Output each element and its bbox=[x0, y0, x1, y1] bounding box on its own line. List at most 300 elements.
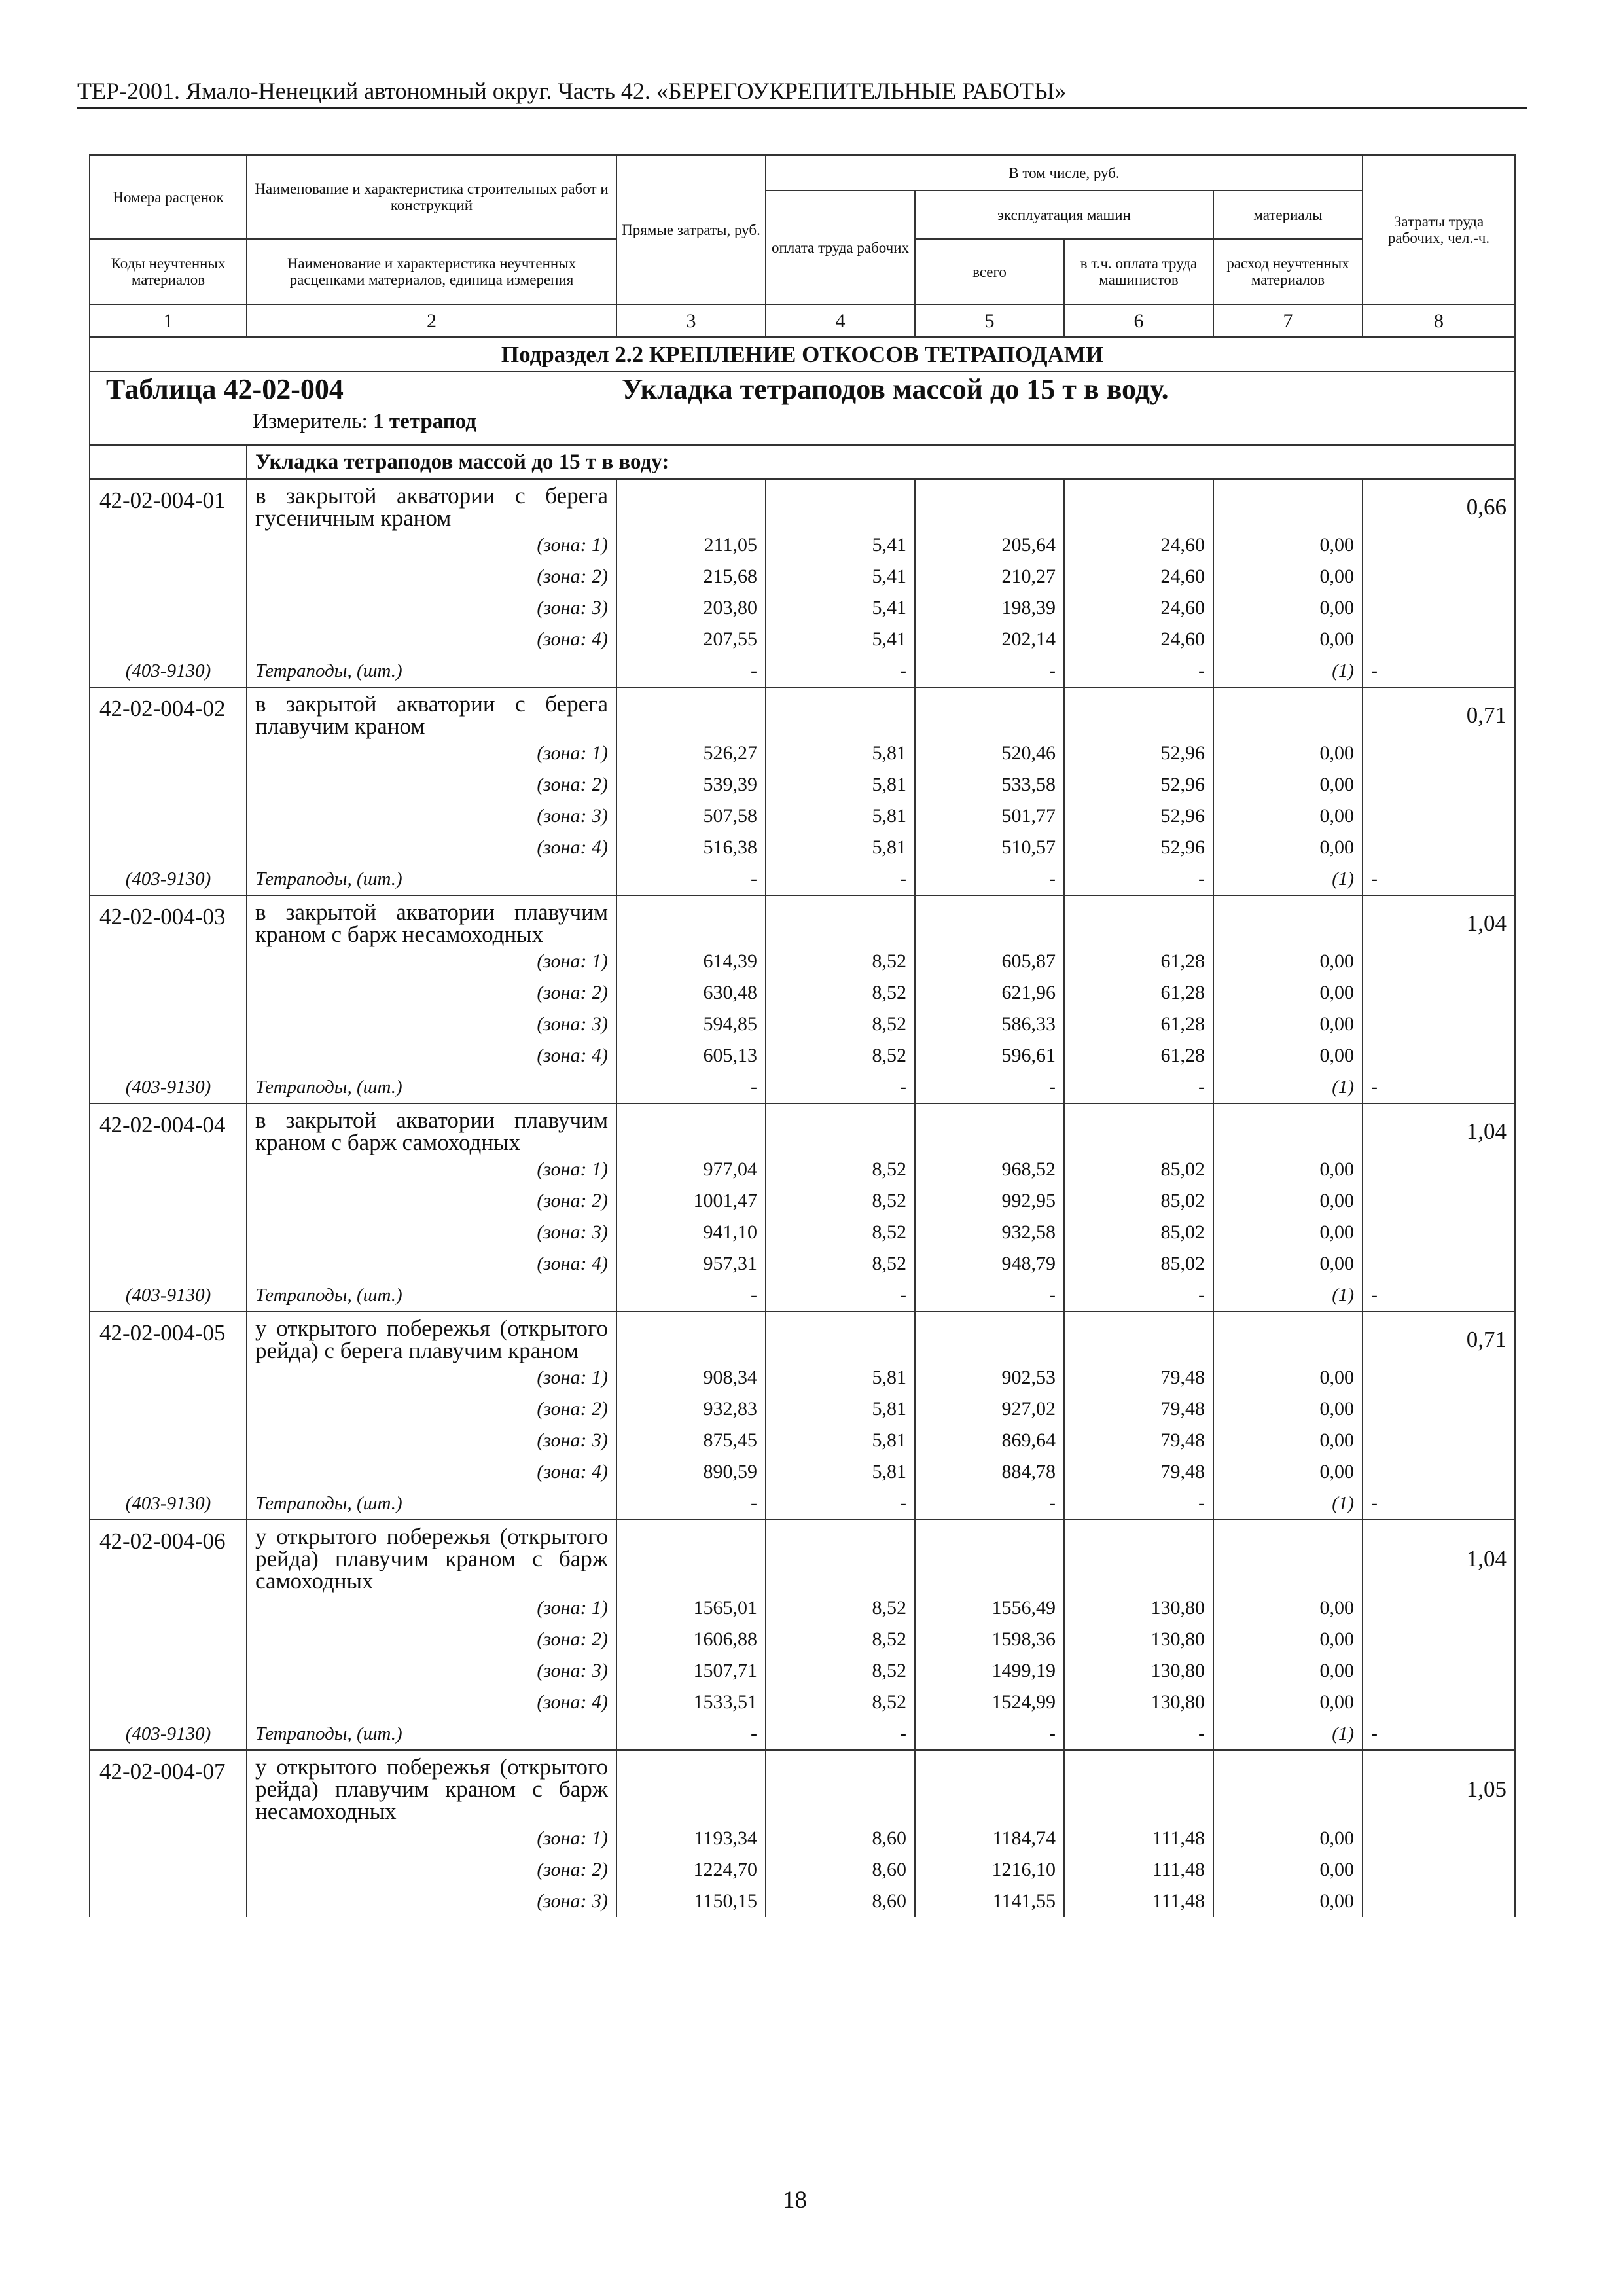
zone-value: 8,52 bbox=[766, 1154, 915, 1185]
zone-value: 1499,19 bbox=[915, 1655, 1064, 1687]
zone-value: 941,10 bbox=[616, 1217, 766, 1248]
material-dash: - bbox=[616, 1718, 766, 1750]
zone-value: 5,81 bbox=[766, 738, 915, 769]
empty-cell bbox=[1363, 1185, 1515, 1217]
group-title: Укладка тетраподов массой до 15 т в воду: bbox=[247, 445, 1515, 479]
zone-label: (зона: 4) bbox=[247, 1456, 616, 1488]
material-dash: - bbox=[1064, 1718, 1213, 1750]
empty-cell bbox=[1363, 1425, 1515, 1456]
material-dash: - bbox=[766, 863, 915, 895]
zone-label: (зона: 4) bbox=[247, 1040, 616, 1071]
col-header-machines-total: всего bbox=[915, 239, 1064, 304]
zone-value: 0,00 bbox=[1213, 1362, 1363, 1393]
empty-cell bbox=[766, 895, 915, 946]
col-header-direct-costs: Прямые затраты, руб. bbox=[616, 155, 766, 304]
zone-label: (зона: 3) bbox=[247, 592, 616, 624]
zone-value: 1533,51 bbox=[616, 1687, 766, 1718]
material-qty: (1) bbox=[1213, 863, 1363, 895]
zone-value: 1224,70 bbox=[616, 1854, 766, 1886]
zone-value: 0,00 bbox=[1213, 592, 1363, 624]
zone-value: 510,57 bbox=[915, 832, 1064, 863]
zone-label: (зона: 1) bbox=[247, 1592, 616, 1624]
zone-value: 8,52 bbox=[766, 946, 915, 977]
empty-cell bbox=[1363, 769, 1515, 800]
zone-value: 215,68 bbox=[616, 561, 766, 592]
zone-value: 1556,49 bbox=[915, 1592, 1064, 1624]
material-name: Тетраподы, (шт.) bbox=[247, 1280, 616, 1312]
zone-value: 8,52 bbox=[766, 1248, 915, 1280]
zone-value: 202,14 bbox=[915, 624, 1064, 655]
zone-label: (зона: 1) bbox=[247, 1362, 616, 1393]
empty-cell bbox=[90, 1393, 247, 1425]
zone-value: 52,96 bbox=[1064, 769, 1213, 800]
zone-label: (зона: 4) bbox=[247, 832, 616, 863]
empty-cell bbox=[90, 1687, 247, 1718]
zone-value: 111,48 bbox=[1064, 1886, 1213, 1917]
material-code: (403-9130) bbox=[90, 1071, 247, 1103]
empty-cell bbox=[90, 769, 247, 800]
empty-cell bbox=[90, 1655, 247, 1687]
zone-value: 0,00 bbox=[1213, 800, 1363, 832]
rate-name: у открытого побережья (открытого рейда) плавучим краном с барж самоходных bbox=[247, 1520, 616, 1592]
labor-value: 0,66 bbox=[1363, 479, 1515, 529]
material-qty: (1) bbox=[1213, 1071, 1363, 1103]
col-header-rate-numbers: Номера расценок bbox=[90, 155, 247, 239]
empty-cell bbox=[1213, 1750, 1363, 1823]
empty-cell bbox=[1363, 800, 1515, 832]
empty-cell bbox=[1363, 1009, 1515, 1040]
material-dash: - bbox=[616, 1488, 766, 1520]
material-qty: (1) bbox=[1213, 1488, 1363, 1520]
empty-cell bbox=[90, 624, 247, 655]
zone-value: 977,04 bbox=[616, 1154, 766, 1185]
zone-value: 5,41 bbox=[766, 624, 915, 655]
zone-value: 5,81 bbox=[766, 769, 915, 800]
col-number: 1 bbox=[90, 304, 247, 337]
col-number: 8 bbox=[1363, 304, 1515, 337]
zone-value: 79,48 bbox=[1064, 1456, 1213, 1488]
col-number: 7 bbox=[1213, 304, 1363, 337]
rates-table bbox=[89, 154, 1516, 1917]
empty-cell bbox=[915, 687, 1064, 738]
zone-value: 8,52 bbox=[766, 977, 915, 1009]
zone-value: 8,60 bbox=[766, 1886, 915, 1917]
rate-name: у открытого побережья (открытого рейда) с берега плавучим краном bbox=[247, 1312, 616, 1362]
zone-value: 111,48 bbox=[1064, 1854, 1213, 1886]
zone-value: 8,52 bbox=[766, 1655, 915, 1687]
zone-value: 5,81 bbox=[766, 1362, 915, 1393]
empty-cell bbox=[915, 1103, 1064, 1154]
rate-name: у открытого побережья (открытого рейда) плавучим краном с барж несамоходных bbox=[247, 1750, 616, 1823]
zone-value: 5,41 bbox=[766, 561, 915, 592]
material-code: (403-9130) bbox=[90, 1280, 247, 1312]
empty-cell bbox=[1363, 624, 1515, 655]
zone-value: 0,00 bbox=[1213, 1154, 1363, 1185]
empty-cell bbox=[1064, 687, 1213, 738]
section-title: Подраздел 2.2 КРЕПЛЕНИЕ ОТКОСОВ ТЕТРАПОДАМИ bbox=[90, 337, 1515, 372]
zone-value: 52,96 bbox=[1064, 832, 1213, 863]
zone-value: 61,28 bbox=[1064, 1040, 1213, 1071]
zone-value: 1598,36 bbox=[915, 1624, 1064, 1655]
zone-value: 908,34 bbox=[616, 1362, 766, 1393]
material-dash: - bbox=[1363, 1488, 1515, 1520]
empty-cell bbox=[766, 1520, 915, 1592]
empty-cell bbox=[1213, 1520, 1363, 1592]
rate-name: в закрытой акватории плавучим краном с барж самоходных bbox=[247, 1103, 616, 1154]
empty-cell bbox=[616, 895, 766, 946]
empty-cell bbox=[90, 1592, 247, 1624]
empty-cell bbox=[1064, 479, 1213, 529]
col-number: 4 bbox=[766, 304, 915, 337]
zone-value: 8,60 bbox=[766, 1854, 915, 1886]
zone-value: 203,80 bbox=[616, 592, 766, 624]
empty-cell bbox=[1363, 1655, 1515, 1687]
zone-value: 8,52 bbox=[766, 1009, 915, 1040]
zone-value: 1606,88 bbox=[616, 1624, 766, 1655]
rate-code: 42-02-004-02 bbox=[90, 687, 247, 738]
empty-cell bbox=[90, 592, 247, 624]
empty-cell bbox=[90, 1362, 247, 1393]
zone-value: 130,80 bbox=[1064, 1624, 1213, 1655]
zone-value: 0,00 bbox=[1213, 1185, 1363, 1217]
zone-value: 1216,10 bbox=[915, 1854, 1064, 1886]
zone-label: (зона: 3) bbox=[247, 1217, 616, 1248]
col-header-material-usage: расход неучтенных материалов bbox=[1213, 239, 1363, 304]
zone-value: 210,27 bbox=[915, 561, 1064, 592]
zone-value: 0,00 bbox=[1213, 769, 1363, 800]
zone-value: 205,64 bbox=[915, 529, 1064, 561]
rate-code: 42-02-004-03 bbox=[90, 895, 247, 946]
zone-value: 596,61 bbox=[915, 1040, 1064, 1071]
zone-label: (зона: 2) bbox=[247, 1624, 616, 1655]
zone-value: 52,96 bbox=[1064, 800, 1213, 832]
empty-cell bbox=[616, 687, 766, 738]
empty-cell bbox=[1363, 1624, 1515, 1655]
col-header-workers-pay: оплата труда рабочих bbox=[766, 190, 915, 304]
empty-cell bbox=[1363, 592, 1515, 624]
zone-label: (зона: 1) bbox=[247, 738, 616, 769]
rate-name: в закрытой акватории с берега гусеничным краном bbox=[247, 479, 616, 529]
zone-value: 8,52 bbox=[766, 1040, 915, 1071]
material-dash: - bbox=[616, 863, 766, 895]
zone-value: 0,00 bbox=[1213, 1655, 1363, 1687]
material-dash: - bbox=[1363, 863, 1515, 895]
empty-cell bbox=[915, 1520, 1064, 1592]
table-code: Таблица 42-02-004 bbox=[106, 373, 344, 405]
zone-value: 24,60 bbox=[1064, 561, 1213, 592]
material-dash: - bbox=[915, 1488, 1064, 1520]
empty-cell bbox=[616, 1750, 766, 1823]
empty-cell bbox=[915, 1750, 1064, 1823]
material-dash: - bbox=[1363, 1280, 1515, 1312]
col-header-labor: Затраты труда рабочих, чел.-ч. bbox=[1363, 155, 1515, 304]
zone-value: 0,00 bbox=[1213, 1217, 1363, 1248]
zone-value: 932,83 bbox=[616, 1393, 766, 1425]
zone-value: 516,38 bbox=[616, 832, 766, 863]
material-dash: - bbox=[766, 1071, 915, 1103]
zone-value: 1141,55 bbox=[915, 1886, 1064, 1917]
zone-value: 614,39 bbox=[616, 946, 766, 977]
zone-value: 207,55 bbox=[616, 624, 766, 655]
zone-label: (зона: 1) bbox=[247, 946, 616, 977]
zone-value: 5,81 bbox=[766, 800, 915, 832]
empty-cell bbox=[1363, 977, 1515, 1009]
table-title: Укладка тетраподов массой до 15 т в воду. bbox=[622, 373, 1169, 405]
empty-cell bbox=[1363, 1456, 1515, 1488]
zone-value: 875,45 bbox=[616, 1425, 766, 1456]
zone-label: (зона: 3) bbox=[247, 1886, 616, 1917]
zone-value: 61,28 bbox=[1064, 1009, 1213, 1040]
material-dash: - bbox=[616, 655, 766, 687]
empty-cell bbox=[915, 895, 1064, 946]
zone-value: 5,81 bbox=[766, 1393, 915, 1425]
zone-value: 1150,15 bbox=[616, 1886, 766, 1917]
empty-cell bbox=[1363, 1886, 1515, 1917]
empty-cell bbox=[1363, 1248, 1515, 1280]
zone-value: 630,48 bbox=[616, 977, 766, 1009]
zone-label: (зона: 1) bbox=[247, 529, 616, 561]
zone-value: 79,48 bbox=[1064, 1393, 1213, 1425]
empty-cell bbox=[1363, 1040, 1515, 1071]
zone-value: 539,39 bbox=[616, 769, 766, 800]
zone-value: 0,00 bbox=[1213, 1393, 1363, 1425]
zone-value: 1184,74 bbox=[915, 1823, 1064, 1854]
zone-value: 902,53 bbox=[915, 1362, 1064, 1393]
zone-value: 0,00 bbox=[1213, 1624, 1363, 1655]
zone-value: 5,41 bbox=[766, 592, 915, 624]
zone-label: (зона: 1) bbox=[247, 1823, 616, 1854]
zone-value: 8,52 bbox=[766, 1624, 915, 1655]
zone-label: (зона: 2) bbox=[247, 1185, 616, 1217]
material-dash: - bbox=[1363, 1071, 1515, 1103]
zone-label: (зона: 1) bbox=[247, 1154, 616, 1185]
zone-value: 85,02 bbox=[1064, 1154, 1213, 1185]
empty-cell bbox=[1363, 1217, 1515, 1248]
zone-value: 8,52 bbox=[766, 1687, 915, 1718]
empty-cell bbox=[1064, 1520, 1213, 1592]
col-header-group: В том числе, руб. bbox=[766, 155, 1363, 190]
zone-value: 533,58 bbox=[915, 769, 1064, 800]
material-dash: - bbox=[1363, 655, 1515, 687]
rate-code: 42-02-004-05 bbox=[90, 1312, 247, 1362]
zone-value: 884,78 bbox=[915, 1456, 1064, 1488]
col-number: 3 bbox=[616, 304, 766, 337]
zone-value: 24,60 bbox=[1064, 529, 1213, 561]
empty-cell bbox=[1064, 1103, 1213, 1154]
col-header-material-name: Наименование и характеристика неучтенных расценками материалов, единица измерения bbox=[247, 239, 616, 304]
zone-label: (зона: 2) bbox=[247, 977, 616, 1009]
material-dash: - bbox=[915, 863, 1064, 895]
material-dash: - bbox=[1064, 1071, 1213, 1103]
empty-cell bbox=[766, 1750, 915, 1823]
labor-value: 1,05 bbox=[1363, 1750, 1515, 1823]
empty-cell bbox=[90, 738, 247, 769]
material-name: Тетраподы, (шт.) bbox=[247, 1071, 616, 1103]
material-dash: - bbox=[616, 1071, 766, 1103]
zone-value: 932,58 bbox=[915, 1217, 1064, 1248]
zone-label: (зона: 3) bbox=[247, 1009, 616, 1040]
zone-label: (зона: 4) bbox=[247, 1687, 616, 1718]
empty-cell bbox=[90, 1854, 247, 1886]
col-header-materials: материалы bbox=[1213, 190, 1363, 239]
zone-value: 520,46 bbox=[915, 738, 1064, 769]
empty-cell bbox=[1363, 1687, 1515, 1718]
zone-value: 890,59 bbox=[616, 1456, 766, 1488]
zone-value: 8,52 bbox=[766, 1185, 915, 1217]
labor-value: 1,04 bbox=[1363, 1103, 1515, 1154]
zone-value: 948,79 bbox=[915, 1248, 1064, 1280]
empty-cell bbox=[1363, 738, 1515, 769]
material-dash: - bbox=[766, 1280, 915, 1312]
empty-cell bbox=[616, 1312, 766, 1362]
zone-value: 5,81 bbox=[766, 1456, 915, 1488]
empty-cell bbox=[1213, 479, 1363, 529]
material-qty: (1) bbox=[1213, 1280, 1363, 1312]
col-number: 6 bbox=[1064, 304, 1213, 337]
empty-cell bbox=[90, 445, 247, 479]
material-name: Тетраподы, (шт.) bbox=[247, 1488, 616, 1520]
col-number: 5 bbox=[915, 304, 1064, 337]
material-dash: - bbox=[766, 1718, 915, 1750]
zone-value: 5,81 bbox=[766, 1425, 915, 1456]
empty-cell bbox=[90, 1185, 247, 1217]
measure-label: Измеритель: bbox=[253, 410, 368, 433]
zone-value: 130,80 bbox=[1064, 1687, 1213, 1718]
material-dash: - bbox=[1064, 1488, 1213, 1520]
empty-cell bbox=[766, 1103, 915, 1154]
material-dash: - bbox=[616, 1280, 766, 1312]
empty-cell bbox=[915, 479, 1064, 529]
empty-cell bbox=[90, 1456, 247, 1488]
empty-cell bbox=[1363, 561, 1515, 592]
zone-value: 8,52 bbox=[766, 1217, 915, 1248]
table-title-row bbox=[90, 372, 1515, 445]
zone-value: 0,00 bbox=[1213, 1854, 1363, 1886]
empty-cell bbox=[1064, 1750, 1213, 1823]
empty-cell bbox=[616, 479, 766, 529]
empty-cell bbox=[90, 1009, 247, 1040]
empty-cell bbox=[1213, 895, 1363, 946]
empty-cell bbox=[90, 977, 247, 1009]
empty-cell bbox=[90, 1040, 247, 1071]
zone-label: (зона: 2) bbox=[247, 561, 616, 592]
empty-cell bbox=[1363, 832, 1515, 863]
empty-cell bbox=[1363, 1393, 1515, 1425]
col-header-material-codes: Коды неучтенных материалов bbox=[90, 239, 247, 304]
rate-code: 42-02-004-07 bbox=[90, 1750, 247, 1823]
material-code: (403-9130) bbox=[90, 1718, 247, 1750]
zone-value: 61,28 bbox=[1064, 946, 1213, 977]
material-name: Тетраподы, (шт.) bbox=[247, 863, 616, 895]
material-code: (403-9130) bbox=[90, 655, 247, 687]
empty-cell bbox=[766, 479, 915, 529]
zone-label: (зона: 2) bbox=[247, 1393, 616, 1425]
zone-value: 1193,34 bbox=[616, 1823, 766, 1854]
zone-value: 0,00 bbox=[1213, 1248, 1363, 1280]
empty-cell bbox=[1363, 1823, 1515, 1854]
zone-value: 211,05 bbox=[616, 529, 766, 561]
zone-value: 130,80 bbox=[1064, 1655, 1213, 1687]
zone-label: (зона: 2) bbox=[247, 1854, 616, 1886]
labor-value: 0,71 bbox=[1363, 1312, 1515, 1362]
empty-cell bbox=[1363, 529, 1515, 561]
empty-cell bbox=[1213, 687, 1363, 738]
material-dash: - bbox=[1064, 863, 1213, 895]
zone-value: 0,00 bbox=[1213, 946, 1363, 977]
material-dash: - bbox=[915, 1718, 1064, 1750]
zone-value: 992,95 bbox=[915, 1185, 1064, 1217]
measure-value: 1 тетрапод bbox=[373, 410, 477, 433]
empty-cell bbox=[90, 529, 247, 561]
zone-value: 85,02 bbox=[1064, 1185, 1213, 1217]
empty-cell bbox=[766, 687, 915, 738]
material-name: Тетраподы, (шт.) bbox=[247, 655, 616, 687]
page-header: ТЕР-2001. Ямало-Ненецкий автономный округ. Часть 42. «БЕРЕГОУКРЕПИТЕЛЬНЫЕ РАБОТЫ» bbox=[77, 77, 1527, 109]
zone-value: 0,00 bbox=[1213, 624, 1363, 655]
zone-value: 957,31 bbox=[616, 1248, 766, 1280]
col-number: 2 bbox=[247, 304, 616, 337]
material-dash: - bbox=[915, 655, 1064, 687]
material-dash: - bbox=[1064, 655, 1213, 687]
rate-code: 42-02-004-01 bbox=[90, 479, 247, 529]
zone-value: 0,00 bbox=[1213, 1425, 1363, 1456]
empty-cell bbox=[915, 1312, 1064, 1362]
zone-value: 0,00 bbox=[1213, 977, 1363, 1009]
empty-cell bbox=[616, 1520, 766, 1592]
empty-cell bbox=[766, 1312, 915, 1362]
material-dash: - bbox=[1064, 1280, 1213, 1312]
empty-cell bbox=[90, 1248, 247, 1280]
zone-value: 24,60 bbox=[1064, 624, 1213, 655]
labor-value: 1,04 bbox=[1363, 895, 1515, 946]
zone-value: 8,52 bbox=[766, 1592, 915, 1624]
material-code: (403-9130) bbox=[90, 863, 247, 895]
rate-code: 42-02-004-06 bbox=[90, 1520, 247, 1592]
zone-value: 1001,47 bbox=[616, 1185, 766, 1217]
empty-cell bbox=[1213, 1312, 1363, 1362]
zone-value: 968,52 bbox=[915, 1154, 1064, 1185]
zone-value: 0,00 bbox=[1213, 1009, 1363, 1040]
zone-value: 526,27 bbox=[616, 738, 766, 769]
zone-value: 5,41 bbox=[766, 529, 915, 561]
material-qty: (1) bbox=[1213, 655, 1363, 687]
measure bbox=[253, 405, 476, 439]
zone-value: 605,13 bbox=[616, 1040, 766, 1071]
empty-cell bbox=[1363, 1854, 1515, 1886]
empty-cell bbox=[1363, 1362, 1515, 1393]
material-dash: - bbox=[1363, 1718, 1515, 1750]
zone-label: (зона: 3) bbox=[247, 800, 616, 832]
rate-name: в закрытой акватории плавучим краном с барж несамоходных bbox=[247, 895, 616, 946]
labor-value: 0,71 bbox=[1363, 687, 1515, 738]
empty-cell bbox=[90, 1425, 247, 1456]
zone-value: 0,00 bbox=[1213, 561, 1363, 592]
zone-value: 1565,01 bbox=[616, 1592, 766, 1624]
zone-value: 79,48 bbox=[1064, 1362, 1213, 1393]
zone-value: 0,00 bbox=[1213, 1456, 1363, 1488]
zone-value: 0,00 bbox=[1213, 529, 1363, 561]
zone-label: (зона: 4) bbox=[247, 1248, 616, 1280]
zone-value: 79,48 bbox=[1064, 1425, 1213, 1456]
empty-cell bbox=[90, 1823, 247, 1854]
rate-name: в закрытой акватории с берега плавучим краном bbox=[247, 687, 616, 738]
zone-value: 0,00 bbox=[1213, 1687, 1363, 1718]
zone-value: 85,02 bbox=[1064, 1217, 1213, 1248]
rate-code: 42-02-004-04 bbox=[90, 1103, 247, 1154]
zone-value: 621,96 bbox=[915, 977, 1064, 1009]
zone-value: 198,39 bbox=[915, 592, 1064, 624]
empty-cell bbox=[1064, 1312, 1213, 1362]
